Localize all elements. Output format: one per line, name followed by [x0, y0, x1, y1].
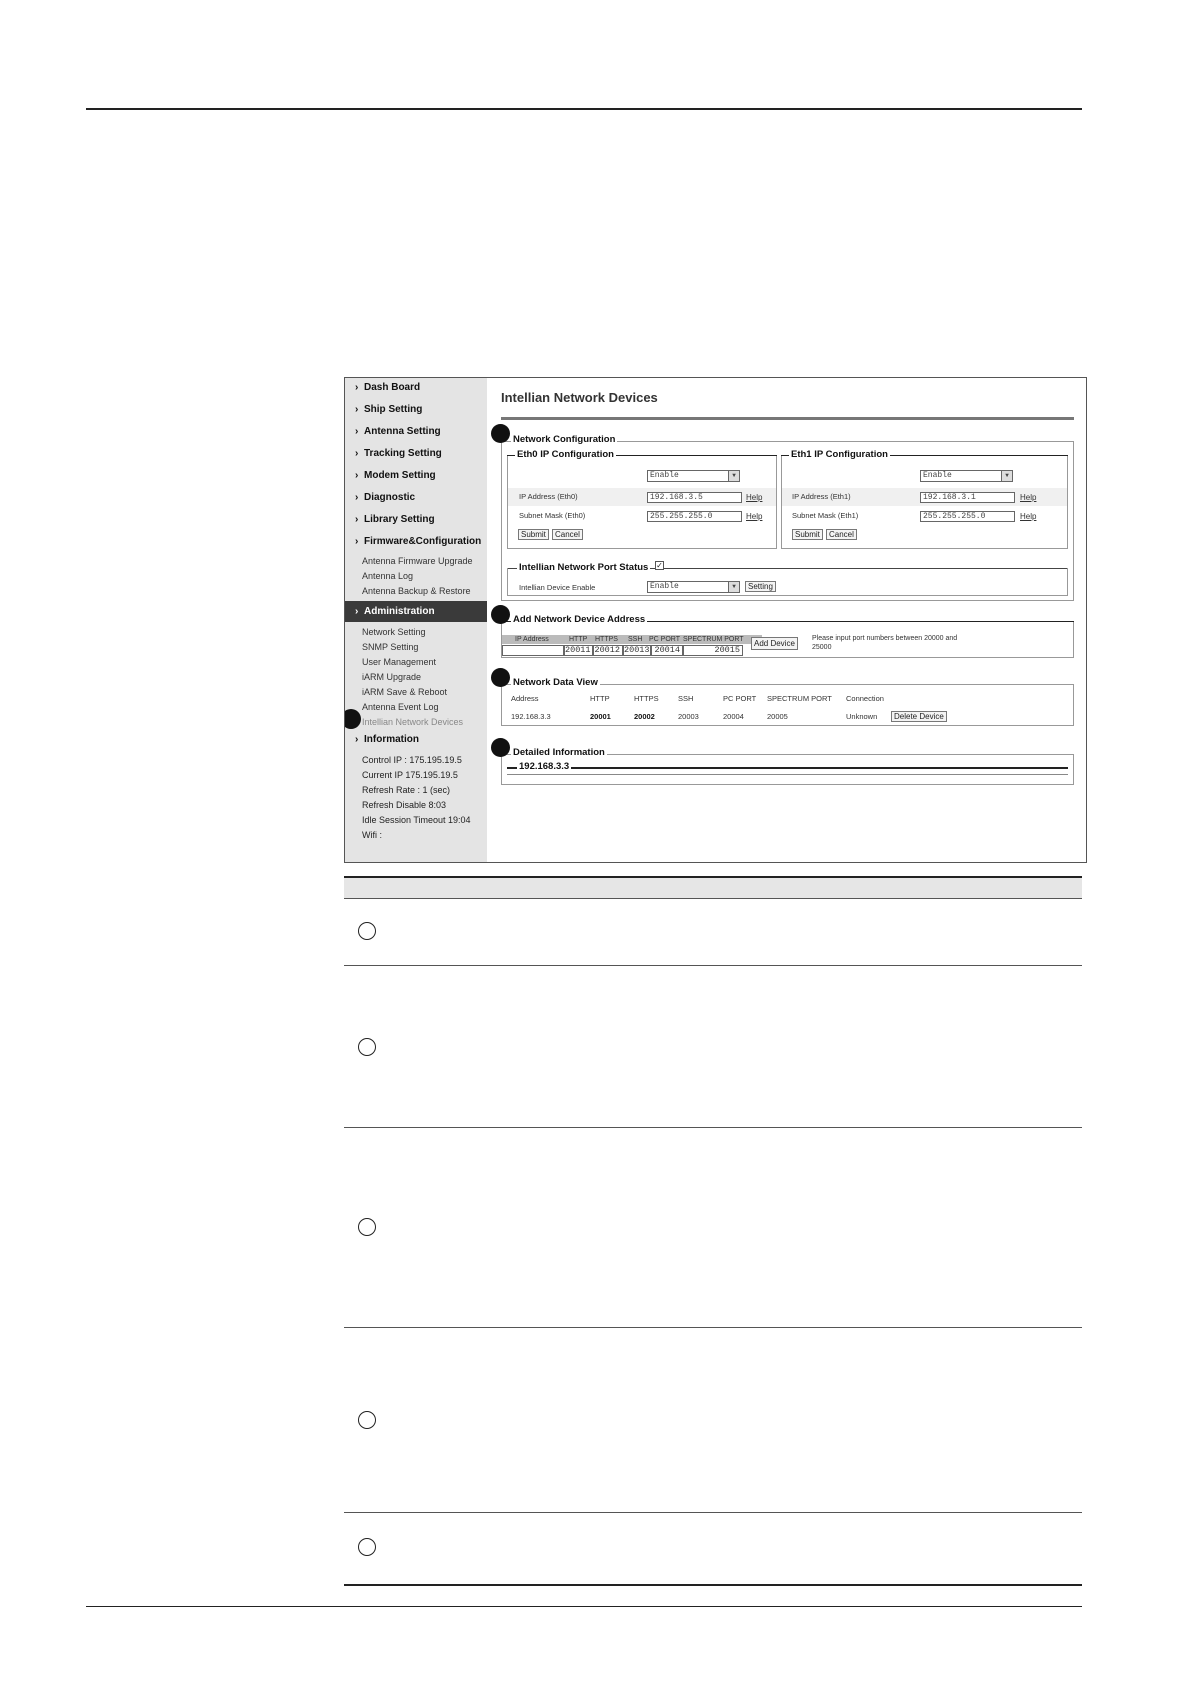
detailed-bottom-rule: [507, 774, 1068, 775]
add-device-header: PC PORT: [649, 636, 680, 643]
data-view-cell: Unknown: [846, 712, 878, 721]
info-current-ip: Current IP 175.195.19.5: [362, 770, 458, 780]
info-refresh-disable: Refresh Disable 8:03: [362, 800, 447, 810]
eth1-ip-label: IP Address (Eth1): [792, 492, 851, 501]
add-device-header: IP Address: [515, 636, 549, 643]
data-view-header: SPECTRUM PORT: [767, 694, 832, 703]
callout-marker: [491, 668, 510, 687]
eth0-enable-select[interactable]: [647, 470, 740, 482]
table-row: [344, 1512, 1082, 1584]
nav-label: Antenna Setting: [364, 426, 441, 437]
nav-diagnostic[interactable]: › Diagnostic: [355, 492, 416, 503]
row-number-circle: [358, 1038, 376, 1056]
setting-button[interactable]: Setting: [745, 581, 776, 592]
subnav-antenna-backup-restore[interactable]: Antenna Backup & Restore: [362, 586, 471, 596]
detailed-address: 192.168.3.3: [519, 761, 570, 772]
eth0-submit-button[interactable]: Submit: [518, 529, 549, 540]
table-bottom-rule: [344, 1584, 1082, 1586]
eth0-enable-value: Enable: [650, 471, 679, 480]
title-underline: [501, 417, 1074, 420]
page-title: Intellian Network Devices: [501, 390, 658, 405]
eth1-mask-field[interactable]: 255.255.255.0: [920, 511, 1015, 522]
info-refresh-rate: Refresh Rate : 1 (sec): [362, 785, 451, 795]
eth0-cancel-button[interactable]: Cancel: [552, 529, 583, 540]
add-device-header: SPECTRUM PORT: [683, 636, 744, 643]
nav-label: Firmware&Configuration: [364, 536, 482, 547]
subnav-antenna-event-log[interactable]: Antenna Event Log: [362, 702, 439, 712]
table-row: [344, 1327, 1082, 1512]
eth0-ip-field[interactable]: 192.168.3.5: [647, 492, 742, 503]
add-device-spectrum-input[interactable]: 20015: [683, 645, 743, 656]
main-content: [487, 378, 1087, 863]
data-view-cell: 192.168.3.3: [511, 712, 551, 721]
data-view-legend: Network Data View: [513, 677, 598, 688]
info-control-ip: Control IP : 175.195.19.5: [362, 755, 462, 765]
data-view-header: PC PORT: [723, 694, 757, 703]
nav-label: Information: [364, 734, 419, 745]
eth0-ip-help-link[interactable]: Help: [746, 493, 763, 502]
add-device-header: HTTP: [569, 636, 588, 643]
port-range-note-line1: Please input port numbers between 20000 and: [812, 635, 958, 642]
data-view-cell: 20005: [767, 712, 788, 721]
eth0-ip-label: IP Address (Eth0): [519, 492, 578, 501]
add-device-legend: Add Network Device Address: [513, 614, 646, 625]
add-device-ip-input[interactable]: [502, 645, 564, 656]
nav-library-setting[interactable]: › Library Setting: [355, 514, 435, 525]
eth0-mask-label: Subnet Mask (Eth0): [519, 511, 586, 520]
eth1-mask-label: Subnet Mask (Eth1): [792, 511, 859, 520]
subnav-iarm-upgrade[interactable]: iARM Upgrade: [362, 672, 422, 682]
footer-rule: [86, 1606, 1082, 1607]
delete-device-button[interactable]: Delete Device: [891, 711, 947, 722]
port-status-legend: Intellian Network Port Status: [519, 562, 649, 573]
web-ui-screenshot: [344, 377, 1087, 863]
add-device-pcport-input[interactable]: 20014: [651, 645, 683, 656]
add-device-header: SSH: [628, 636, 643, 643]
nav-antenna-setting[interactable]: › Antenna Setting: [355, 426, 441, 437]
port-range-note-line2: 25000: [812, 644, 832, 651]
data-view-cell: 20004: [723, 712, 744, 721]
subnav-snmp-setting[interactable]: SNMP Setting: [362, 642, 419, 652]
eth1-enable-value: Enable: [923, 471, 952, 480]
info-idle-timeout: Idle Session Timeout 19:04: [362, 815, 471, 825]
subnav-intellian-network-devices[interactable]: Intellian Network Devices: [362, 717, 464, 727]
port-status-checkbox[interactable]: ✓: [656, 561, 663, 570]
eth1-submit-button[interactable]: Submit: [792, 529, 823, 540]
row-number-circle: [358, 1411, 376, 1429]
device-enable-select[interactable]: [647, 581, 740, 593]
nav-dash-board[interactable]: › Dash Board: [355, 382, 421, 393]
subnav-antenna-log[interactable]: Antenna Log: [362, 571, 414, 581]
chevron-down-icon: ▼: [728, 471, 739, 481]
callout-marker: [491, 424, 510, 443]
add-device-button[interactable]: Add Device: [751, 637, 798, 650]
nav-label: Library Setting: [364, 514, 435, 525]
callout-marker: [491, 738, 510, 757]
row-number-circle: [358, 1538, 376, 1556]
subnav-iarm-save-reboot[interactable]: iARM Save & Reboot: [362, 687, 448, 697]
detailed-address-rule: [507, 767, 1068, 769]
subnav-network-setting[interactable]: Network Setting: [362, 627, 426, 637]
eth1-mask-help-link[interactable]: Help: [1020, 512, 1037, 521]
nav-label: Modem Setting: [364, 470, 436, 481]
sidebar: [345, 378, 487, 863]
eth1-ip-help-link[interactable]: Help: [1020, 493, 1037, 502]
table-header: [344, 876, 1082, 898]
data-view-header: Connection: [846, 694, 884, 703]
nav-label: Administration: [364, 606, 435, 617]
add-device-https-input[interactable]: 20012: [593, 645, 623, 656]
table-row: [344, 898, 1082, 965]
nav-modem-setting[interactable]: › Modem Setting: [355, 470, 436, 481]
header-rule: [86, 108, 1082, 110]
info-wifi: Wifi :: [362, 830, 382, 840]
eth0-mask-field[interactable]: 255.255.255.0: [647, 511, 742, 522]
data-view-header: HTTPS: [634, 694, 659, 703]
chevron-down-icon: ▼: [1001, 471, 1012, 481]
device-enable-label: Intellian Device Enable: [519, 583, 596, 592]
callout-marker: [491, 605, 510, 624]
chevron-down-icon: ▼: [728, 582, 739, 592]
nav-administration[interactable]: › Administration: [345, 601, 487, 622]
eth1-ip-field[interactable]: 192.168.3.1: [920, 492, 1015, 503]
network-configuration-legend: Network Configuration: [513, 434, 616, 445]
nav-label: Ship Setting: [364, 404, 423, 415]
eth0-legend: Eth0 IP Configuration: [517, 449, 614, 460]
table-row: [344, 965, 1082, 1127]
nav-ship-setting[interactable]: › Ship Setting: [355, 404, 423, 415]
add-device-http-input[interactable]: 20011: [564, 645, 593, 656]
subnav-antenna-firmware-upgrade[interactable]: Antenna Firmware Upgrade: [362, 556, 473, 566]
table-row: [344, 1127, 1082, 1327]
row-number-circle: [358, 922, 376, 940]
subnav-user-management[interactable]: User Management: [362, 657, 437, 667]
data-view-cell: 20001: [590, 712, 611, 721]
nav-information[interactable]: › Information: [355, 734, 419, 745]
eth0-mask-help-link[interactable]: Help: [746, 512, 763, 521]
nav-tracking-setting[interactable]: › Tracking Setting: [355, 448, 442, 459]
nav-label: Tracking Setting: [364, 448, 442, 459]
nav-firmware-configuration[interactable]: › Firmware&Configuration: [355, 536, 482, 547]
eth1-legend: Eth1 IP Configuration: [791, 449, 888, 460]
device-enable-value: Enable: [650, 582, 679, 591]
data-view-header: HTTP: [590, 694, 610, 703]
data-view-header: SSH: [678, 694, 694, 703]
eth1-cancel-button[interactable]: Cancel: [826, 529, 857, 540]
eth1-enable-select[interactable]: [920, 470, 1013, 482]
add-device-header: HTTPS: [595, 636, 618, 643]
data-view-cell: 20003: [678, 712, 699, 721]
nav-label: Diagnostic: [364, 492, 416, 503]
add-device-ssh-input[interactable]: 20013: [624, 645, 650, 655]
detailed-info-section: [501, 754, 1074, 785]
data-view-cell: 20002: [634, 712, 655, 721]
detailed-info-legend: Detailed Information: [513, 747, 605, 758]
nav-label: Dash Board: [364, 382, 421, 393]
row-number-circle: [358, 1218, 376, 1236]
data-view-header: Address: [511, 694, 539, 703]
